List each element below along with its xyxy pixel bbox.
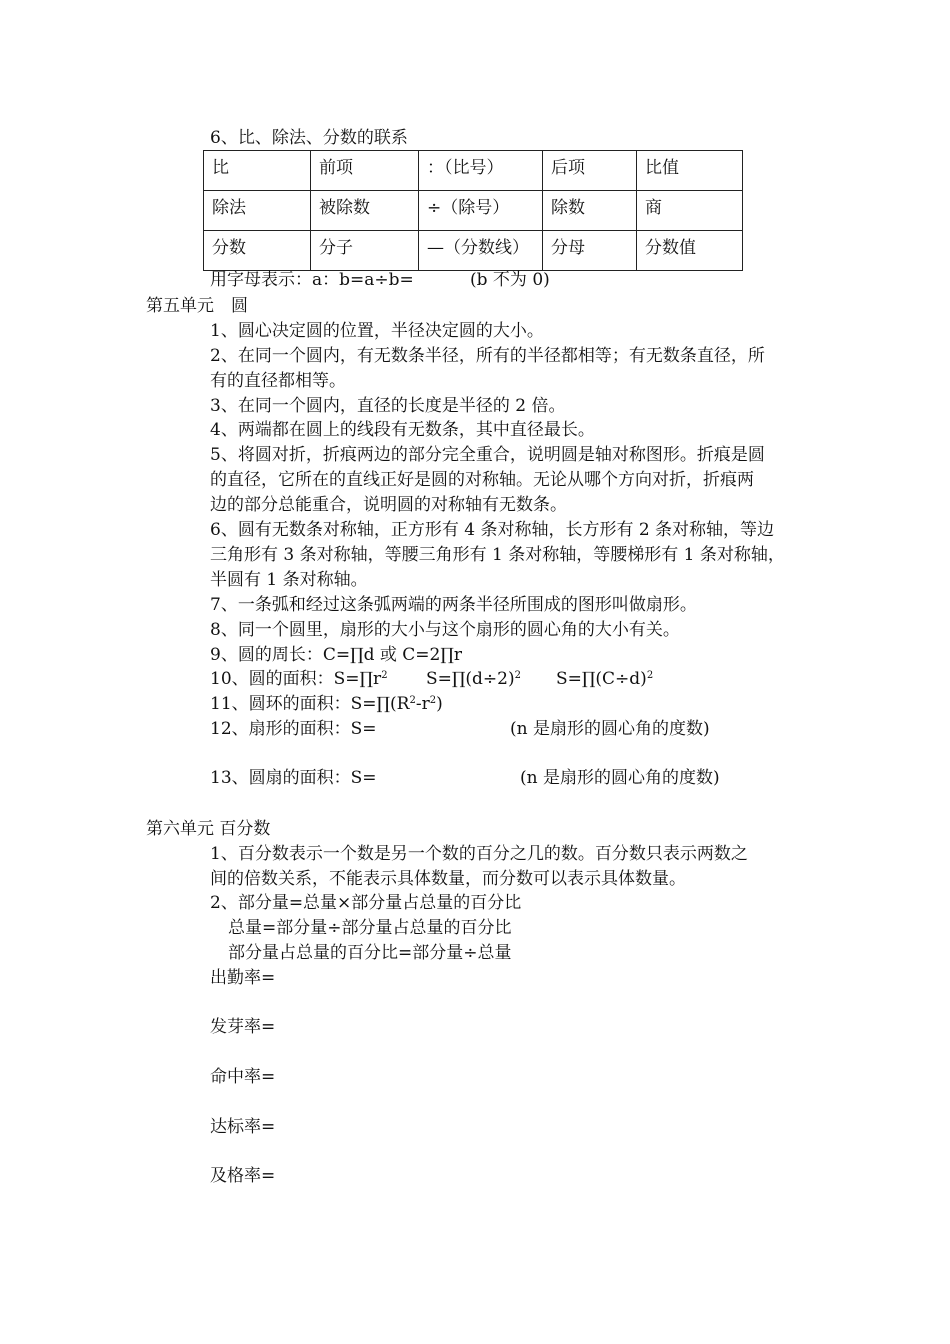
sector-area-formula: 12、扇形的面积：S= (210, 719, 377, 739)
sector-area-note: (n 是扇形的圆心角的度数) (510, 719, 710, 739)
superscript: 2 (409, 695, 416, 706)
unit-5-item: 三角形有 3 条对称轴，等腰三角形有 1 条对称轴，等腰梯形有 1 条对称轴， (210, 545, 785, 565)
table-cell: ÷（除号） (419, 191, 543, 231)
rate-compliance: 达标率= (210, 1117, 276, 1137)
formula-text: S=∏(d÷2) (426, 669, 515, 689)
table-cell: 除数 (543, 191, 637, 231)
unit-5-item: 边的部分总能重合，说明圆的对称轴有无数条。 (210, 495, 567, 515)
superscript: 2 (514, 670, 522, 681)
table-cell: —（分数线） (419, 231, 543, 271)
table-cell: 比 (204, 151, 311, 191)
table-cell: ：（比号） (419, 151, 543, 191)
circle-area-formula-2 (426, 667, 521, 691)
unit-5-title: 第五单元 圆 (146, 296, 248, 316)
unit-5-item: 3、在同一个圆内，直径的长度是半径的 2 倍。 (210, 396, 566, 416)
superscript: 2 (381, 670, 388, 681)
circle-area-formula (210, 667, 388, 691)
table-cell: 除法 (204, 191, 311, 231)
unit-5-item: 5、将圆对折，折痕两边的部分完全重合，说明圆是轴对称图形。折痕是圆 (210, 445, 765, 465)
unit-5-item: 半圆有 1 条对称轴。 (210, 570, 368, 590)
unit-5-item: 2、在同一个圆内，有无数条半径，所有的半径都相等；有无数条直径，所 (210, 346, 765, 366)
circle-area-formula-3 (556, 667, 653, 691)
fan-area-note: (n 是扇形的圆心角的度数) (520, 768, 720, 788)
table-cell: 商 (637, 191, 743, 231)
fan-area-formula: 13、圆扇的面积：S= (210, 768, 377, 788)
rate-attendance: 出勤率= (210, 968, 276, 988)
unit-5-item: 4、两端都在圆上的线段有无数条，其中直径最长。 (210, 420, 595, 440)
formula-text: 10、圆的面积：S=∏r (210, 669, 382, 689)
unit-5-item: 6、圆有无数条对称轴，正方形有 4 条对称轴，长方形有 2 条对称轴，等边 (210, 520, 775, 540)
formula-text: ) (436, 694, 443, 714)
rate-hit: 命中率= (210, 1067, 276, 1087)
superscript: 2 (429, 695, 437, 706)
unit-6-item: 总量=部分量÷部分量占总量的百分比 (228, 918, 512, 938)
unit-5-item: 1、圆心决定圆的位置，半径决定圆的大小。 (210, 321, 544, 341)
table-cell: 分母 (543, 231, 637, 271)
unit-6-title: 第六单元 百分数 (146, 819, 271, 839)
unit-5-item: 7、一条弧和经过这条弧两端的两条半径所围成的图形叫做扇形。 (210, 595, 697, 615)
rate-pass: 及格率= (210, 1166, 276, 1186)
unit-6-item: 1、百分数表示一个数是另一个数的百分之几的数。百分数只表示两数之 (210, 844, 748, 864)
unit-6-item: 部分量占总量的百分比=部分量÷总量 (228, 943, 512, 963)
unit-6-item: 间的倍数关系，不能表示具体数量，而分数可以表示具体数量。 (210, 869, 686, 889)
unit-5-item: 的直径，它所在的直线正好是圆的对称轴。无论从哪个方向对折，折痕两 (210, 470, 754, 490)
letters-formula: 用字母表示：a：b=a÷b= (210, 270, 414, 290)
unit-6-item: 2、部分量=总量×部分量占总量的百分比 (210, 893, 522, 913)
table-cell: 比值 (637, 151, 743, 191)
formula-text: S=∏(C÷d) (556, 669, 647, 689)
ratio-division-fraction-table (203, 150, 743, 271)
table-cell: 分子 (311, 231, 419, 271)
rate-germination: 发芽率= (210, 1017, 276, 1037)
table-row (204, 191, 743, 231)
unit-5-item: 8、同一个圆里，扇形的大小与这个扇形的圆心角的大小有关。 (210, 620, 680, 640)
unit-5-item: 9、圆的周长：C=∏d 或 C=2∏r (210, 645, 463, 665)
formula-text: 11、圆环的面积：S=∏(R (210, 694, 410, 714)
table-cell: 分数 (204, 231, 311, 271)
letters-note: (b 不为 0) (470, 270, 550, 290)
table-cell: 分数值 (637, 231, 743, 271)
table-cell: 被除数 (311, 191, 419, 231)
formula-text: -r (415, 694, 430, 714)
table-row (204, 231, 743, 271)
table-cell: 前项 (311, 151, 419, 191)
unit-5-item: 有的直径都相等。 (210, 371, 346, 391)
table-row (204, 151, 743, 191)
table-cell: 后项 (543, 151, 637, 191)
section-6-title: 6、比、除法、分数的联系 (210, 128, 408, 148)
ring-area-formula (210, 692, 443, 716)
superscript: 2 (646, 670, 654, 681)
